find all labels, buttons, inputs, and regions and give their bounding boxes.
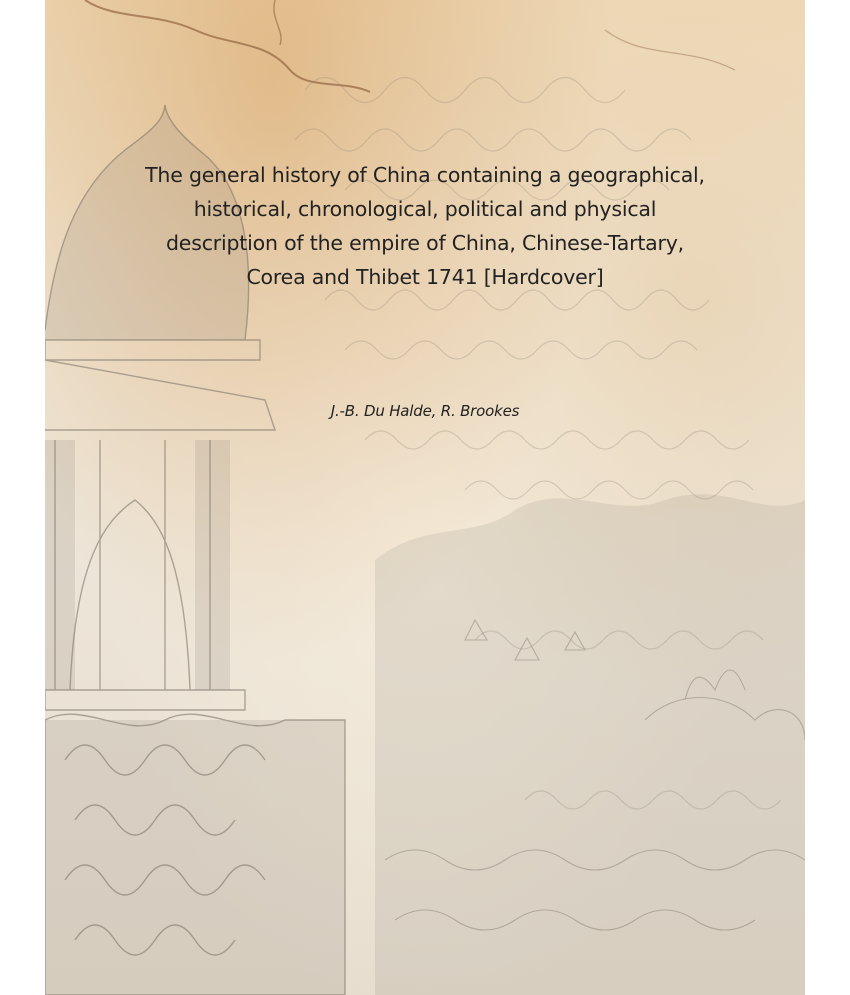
engraving-background-illustration xyxy=(45,0,805,995)
book-author: J.-B. Du Halde, R. Brookes xyxy=(330,402,520,420)
book-cover xyxy=(45,0,805,995)
book-title: The general history of China containing a geographical, historical, chronological, political and physical description of the empire of China, Chinese-Tartary, Corea and Thibet 1741 [Hardcover] xyxy=(145,163,705,289)
